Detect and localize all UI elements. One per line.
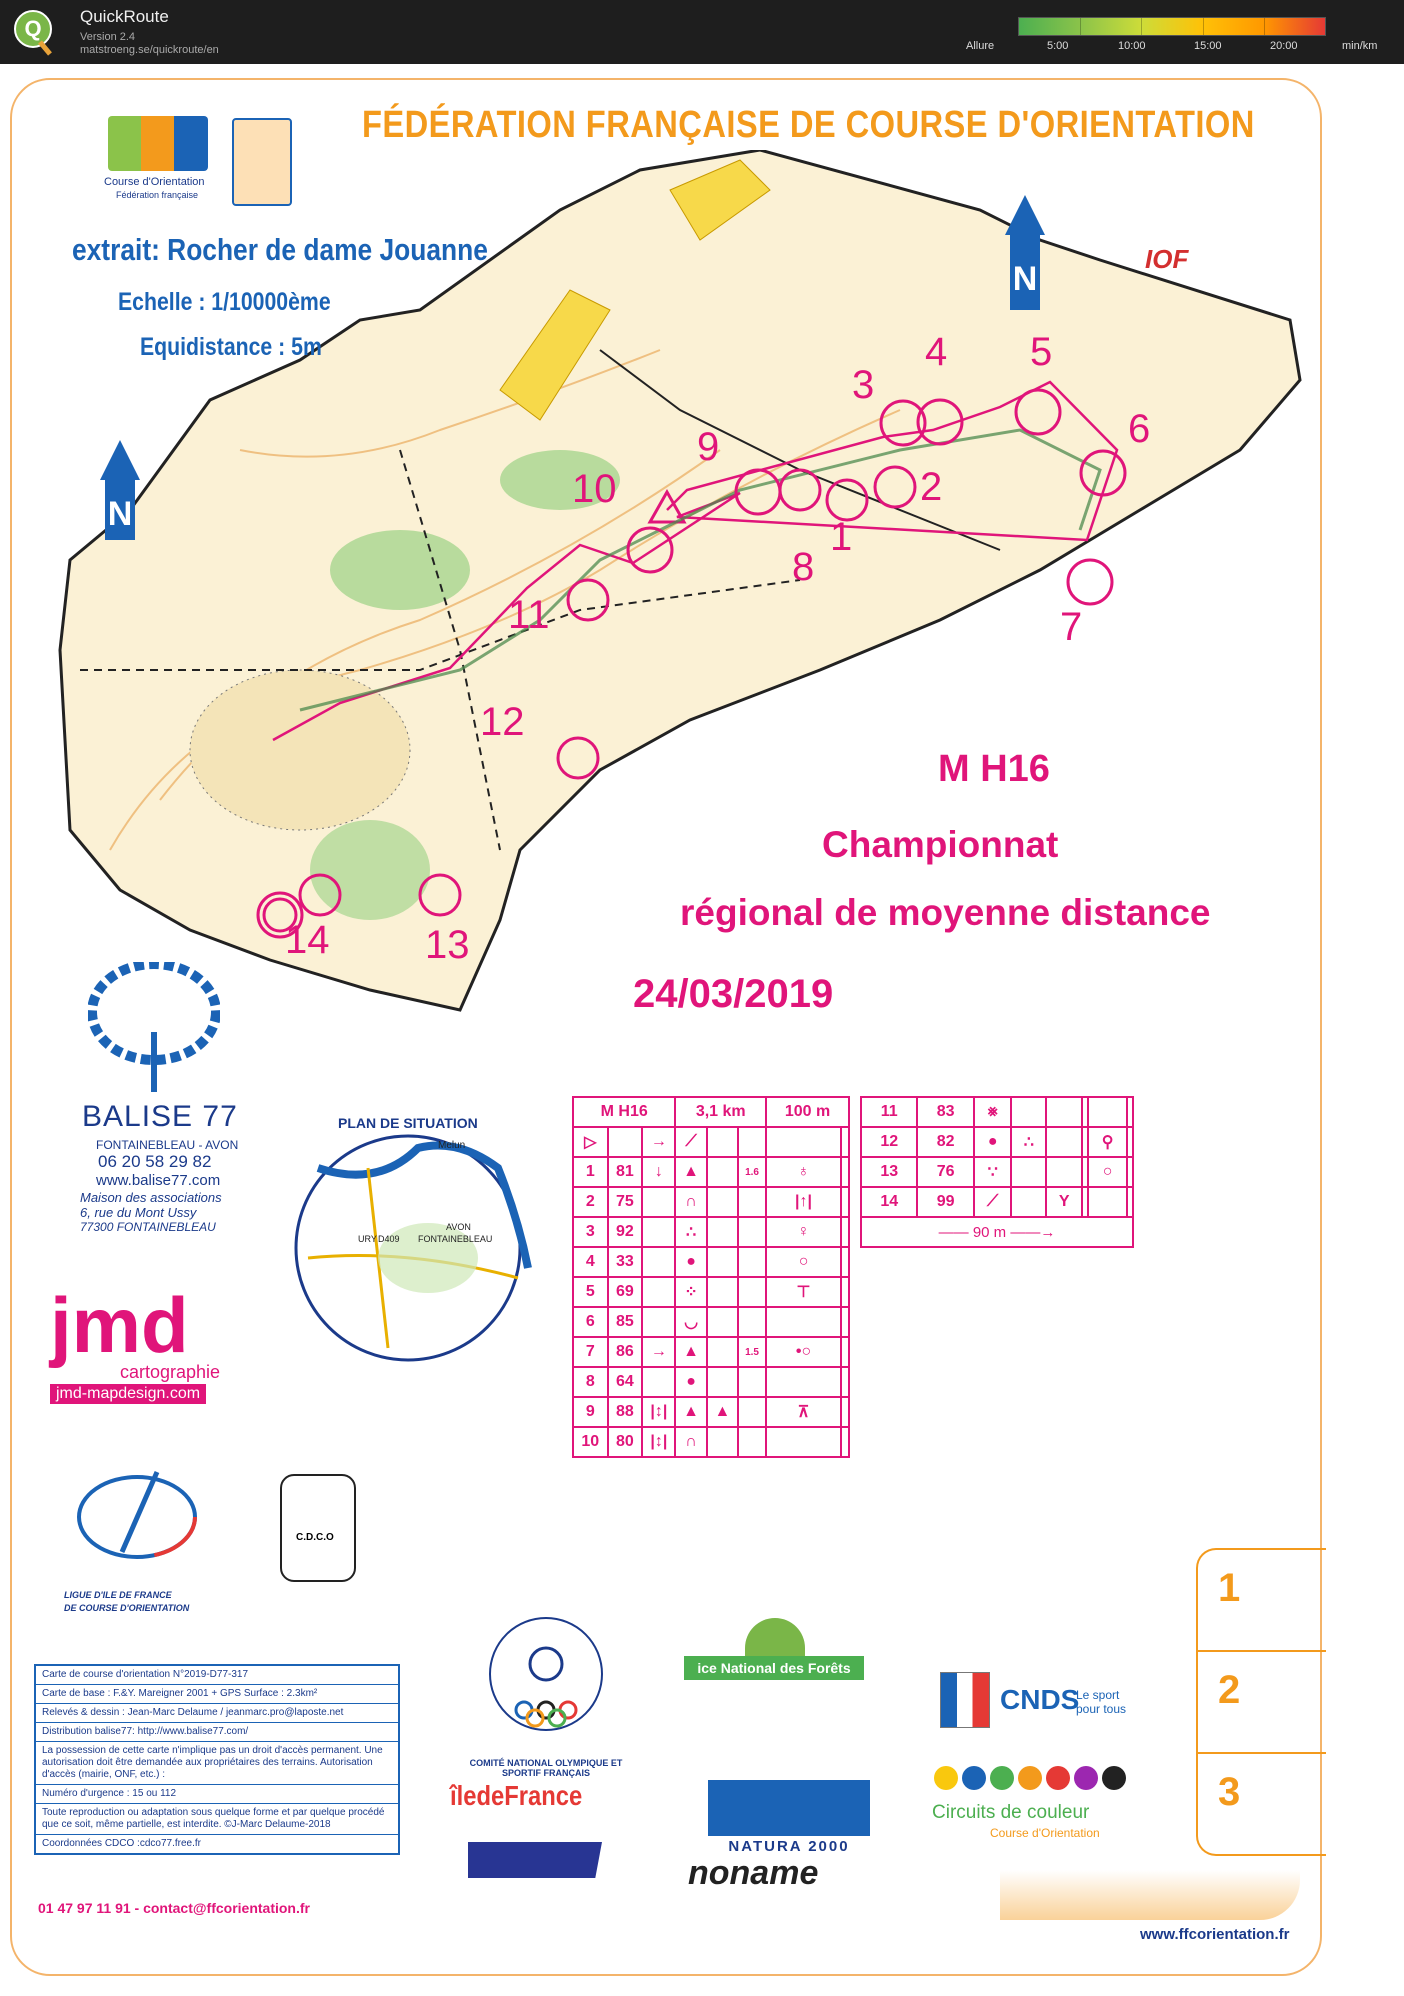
iledefrance-logo: îledeFrance xyxy=(450,1780,583,1811)
desc-row: 6 85 ◡ xyxy=(573,1307,849,1337)
circuits-arrows-icon xyxy=(934,1766,1126,1796)
balise-web[interactable]: www.balise77.com xyxy=(96,1172,221,1189)
leg-box-3: 3 xyxy=(1196,1752,1326,1856)
legal-line: Coordonnées CDCO :cdco77.free.fr xyxy=(42,1838,201,1849)
vegetation xyxy=(330,530,470,610)
ffco-logo-sub: Fédération française xyxy=(116,190,199,200)
north-arrow-icon xyxy=(1005,195,1045,310)
vegetation xyxy=(310,820,430,920)
cnds-sub: Le sport pour tous xyxy=(1076,1688,1127,1716)
event-date: 24/03/2019 xyxy=(633,972,834,1016)
balise-address-3: 77300 FONTAINEBLEAU xyxy=(80,1220,216,1234)
legal-line: Numéro d'urgence : 15 ou 112 xyxy=(36,1785,398,1804)
cnosf-text: COMITÉ NATIONAL OLYMPIQUE ET SPORTIF FRANÇAIS xyxy=(469,1758,623,1778)
desc-row: 7 86 → ▲ 1.5 •○ xyxy=(573,1337,849,1367)
desc-row: 13 76 ∵ ○ xyxy=(861,1157,1133,1187)
iof-logo: IOF xyxy=(1145,244,1189,274)
desc-row: 3 92 ∴ ♀ xyxy=(573,1217,849,1247)
desc-length: 3,1 km xyxy=(675,1097,766,1127)
legal-line: Carte de course d'orientation N°2019-D77-317 xyxy=(36,1666,398,1685)
pace-tick: 15:00 xyxy=(1194,40,1222,52)
jmd-sub: cartographie xyxy=(120,1362,221,1382)
jmd-logo: jmd xyxy=(50,1281,189,1369)
desc-row: 5 69 ⁘ ⊤ xyxy=(573,1277,849,1307)
ffco-logo-text: Course d'Orientation xyxy=(104,176,205,188)
ligue-compass-icon xyxy=(72,1462,202,1562)
map-extract-title: extrait: Rocher de dame Jouanne xyxy=(72,232,488,267)
svg-text:2: 2 xyxy=(920,465,943,509)
situation-plan[interactable] xyxy=(278,1108,538,1368)
version-text: Version 2.4 xyxy=(80,31,136,43)
balise-address-1: Maison des associations xyxy=(80,1190,222,1205)
co-badge-icon xyxy=(232,118,292,206)
desc-row: 8 64 ● xyxy=(573,1367,849,1397)
map-scale: Echelle : 1/10000ème xyxy=(118,288,331,316)
pace-tick: 20:00 xyxy=(1270,40,1298,52)
ligue-line1: LIGUE D'ILE DE FRANCE xyxy=(64,1590,172,1600)
legal-line: La possession de cette carte n'implique pas un droit d'accès permanent. Une autorisation doit être demandée aux propriétaires des terrains. Autorisation d'accès (mairie, ONF, etc.) : xyxy=(36,1742,398,1785)
federation-title: FÉDÉRATION FRANÇAISE DE COURSE D'ORIENTATION xyxy=(362,104,1255,146)
jmd-web[interactable]: jmd-mapdesign.com xyxy=(50,1384,206,1404)
map-terrain xyxy=(60,150,1300,1010)
cnosf-logo xyxy=(462,1590,630,1758)
balise-sub: FONTAINEBLEAU - AVON xyxy=(96,1138,239,1152)
desc-row: 11 83 ⨳ xyxy=(861,1097,1133,1127)
circuits-line2: Course d'Orientation xyxy=(990,1826,1100,1840)
legal-line: Toute reproduction ou adaptation sous quelque forme et par quelque procédé que ce soit, même partielle, est interdite. ©J-Marc Delaume-2018 xyxy=(36,1804,398,1835)
desc-row: 12 82 ● ∴ ⚲ xyxy=(861,1127,1133,1157)
contact-line: 01 47 97 11 91 - contact@ffcorientation.fr xyxy=(38,1900,310,1916)
ffco-web[interactable]: www.ffcorientation.fr xyxy=(1140,1926,1290,1943)
control-description-sheet: M H16 3,1 km 100 m ▷ → ⟋ 1 81 ↓ ▲ 1.6 ♁ 2 75 ∩ |↑| 3 92 ∴ ♀ 4 33 ● ○ 5 69 ⁘ ⊤ 6 85 ◡ 7 86 → ▲ 1.5 •○ 8 64 ● 9 88 |↕| ▲ ▲ ⊼ 10 80 |↕| ∩ xyxy=(572,1096,850,1458)
legal-line: Carte de base : F.&Y. Mareigner 2001 + GPS Surface : 2.3km² xyxy=(36,1685,398,1704)
natura-text: NATURA 2000 xyxy=(728,1838,850,1855)
balise77-tree-icon xyxy=(88,962,220,1092)
svg-text:Q: Q xyxy=(24,16,42,41)
map-contour-interval: Equidistance : 5m xyxy=(140,333,322,361)
rock-area xyxy=(190,670,410,830)
app-version xyxy=(80,31,219,57)
event-category: M H16 xyxy=(938,748,1050,790)
balise-name: BALISE 77 xyxy=(82,1100,238,1133)
leg-box-2: 2 xyxy=(1196,1650,1326,1754)
cdco-text: C.D.C.O xyxy=(296,1532,334,1543)
event-name-line2: régional de moyenne distance xyxy=(680,892,1211,933)
pace-label: Allure xyxy=(966,40,995,52)
desc-category: M H16 xyxy=(573,1097,675,1127)
circuits-line1: Circuits de couleur xyxy=(932,1802,1090,1823)
runners-silhouette xyxy=(1000,1870,1300,1920)
svg-text:3: 3 xyxy=(852,363,875,407)
noname-logo: noname xyxy=(688,1854,819,1892)
desc-row: 1 81 ↓ ▲ 1.6 ♁ xyxy=(573,1157,849,1187)
svg-text:8: 8 xyxy=(792,545,815,589)
quickroute-logo-icon xyxy=(10,6,56,56)
ligue-line2: DE COURSE D'ORIENTATION xyxy=(64,1603,190,1613)
svg-text:D409: D409 xyxy=(378,1234,400,1244)
ffco-logo xyxy=(104,116,222,206)
svg-text:12: 12 xyxy=(480,700,525,744)
desc-row: 9 88 |↕| ▲ ▲ ⊼ xyxy=(573,1397,849,1427)
svg-text:4: 4 xyxy=(925,330,948,374)
url-text: matstroeng.se/quickroute/en xyxy=(80,44,219,56)
desc-row: 2 75 ∩ |↑| xyxy=(573,1187,849,1217)
svg-text:FONTAINEBLEAU: FONTAINEBLEAU xyxy=(418,1234,493,1244)
svg-text:9: 9 xyxy=(697,425,720,469)
desc-row: 14 99 ⟋ Y xyxy=(861,1187,1133,1217)
app-title: QuickRoute xyxy=(80,7,169,26)
balise-phone: 06 20 58 29 82 xyxy=(98,1152,212,1171)
pace-unit: min/km xyxy=(1342,40,1378,52)
desc-climb: 100 m xyxy=(766,1097,849,1127)
svg-text:Melun: Melun xyxy=(438,1140,466,1151)
svg-text:14: 14 xyxy=(285,918,330,962)
svg-text:13: 13 xyxy=(425,923,470,967)
svg-text:6: 6 xyxy=(1128,407,1151,451)
svg-text:10: 10 xyxy=(572,467,617,511)
svg-text:PLAN DE SITUATION: PLAN DE SITUATION xyxy=(338,1115,478,1131)
event-name-line1: Championnat xyxy=(822,824,1059,865)
map-legal-box xyxy=(34,1664,400,1855)
svg-text:URY: URY xyxy=(358,1234,377,1244)
pace-tick: 5:00 xyxy=(1047,40,1069,52)
legal-line: Distribution balise77: http://www.balise77.com/ xyxy=(36,1723,398,1742)
control-description-sheet-2 xyxy=(860,1096,1134,1248)
svg-text:1: 1 xyxy=(830,515,853,559)
natura-logo xyxy=(708,1724,870,1836)
svg-text:AVON: AVON xyxy=(446,1222,471,1232)
pace-color-scale[interactable] xyxy=(1018,17,1326,36)
north-arrow-icon xyxy=(100,440,140,540)
cdco-logo xyxy=(280,1474,356,1582)
desc-row: 4 33 ● ○ xyxy=(573,1247,849,1277)
app-titlebar xyxy=(0,0,1404,64)
pace-tick: 10:00 xyxy=(1118,40,1146,52)
svg-text:N: N xyxy=(1012,260,1038,298)
svg-text:7: 7 xyxy=(1060,605,1083,649)
balise-address-2: 6, rue du Mont Ussy xyxy=(80,1205,197,1220)
ministry-flag-icon xyxy=(940,1672,990,1728)
onf-logo: ice National des Forêts xyxy=(684,1656,864,1680)
legal-line: Relevés & dessin : Jean-Marc Delaume / jeanmarc.pro@laposte.net xyxy=(36,1704,398,1723)
svg-text:5: 5 xyxy=(1030,330,1053,374)
blue-banner xyxy=(468,1842,602,1878)
cnds-logo: CNDS xyxy=(1000,1684,1080,1715)
leg-box-1: 1 xyxy=(1196,1548,1326,1652)
svg-text:N: N xyxy=(107,495,133,533)
desc-row: 10 80 |↕| ∩ xyxy=(573,1427,849,1457)
svg-text:11: 11 xyxy=(508,593,550,637)
desc-finish: —— 90 m ——→ xyxy=(861,1217,1133,1247)
